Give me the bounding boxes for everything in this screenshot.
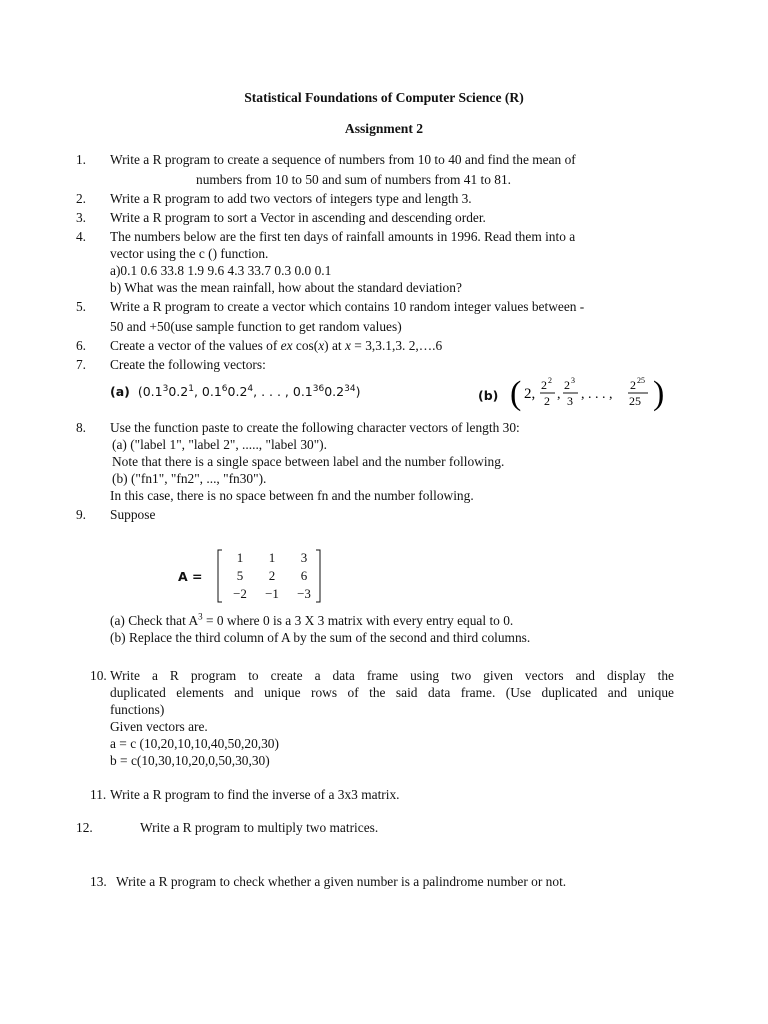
matrix-row: 5 2 6 (236, 568, 308, 583)
question-number: 9. (75, 507, 86, 522)
svg-text:, . . . ,: , . . . , (581, 387, 613, 402)
question-number: 4. (75, 229, 86, 244)
formula-a-label: (a) (110, 384, 130, 399)
question-text: Write a R program to sort a Vector in ascending and descending order. (110, 210, 486, 225)
question-number: 8. (75, 420, 86, 435)
question-number: 3. (75, 210, 86, 225)
question-number: 13. (90, 874, 107, 889)
question-text: Write a R program to create a sequence of numbers from 10 to 40 and find the mean of numbers from 10 to 50 and sum of numbers from 41 to 81. (110, 152, 576, 187)
vector-formula-a (110, 383, 360, 400)
svg-text:3: 3 (567, 394, 573, 408)
question-text: Suppose (110, 507, 156, 522)
question-text: Write a R program to check whether a given number is a palindrome number or not. (116, 874, 567, 889)
part-b: (b) Replace the third column of A by the sum of the second and third columns. (110, 630, 531, 645)
svg-text:2: 2 (564, 378, 570, 392)
question-text: Write a R program to find the inverse of a 3x3 matrix. (110, 787, 400, 802)
question-text: The numbers below are the first ten days of rainfall amounts in 1996. Read them into a vector using the c () function. a)0.1 0.6 33.8 1.9 9.6 4.3 33.7 0.3 0.0 0.1 b) What was the mean rainfall, how about the standard deviation? (110, 229, 576, 295)
svg-text:(: ( (510, 375, 522, 412)
matrix-a (176, 548, 336, 604)
question-text: Use the function paste to create the following character vectors of length 30: (a) ("label 1", "label 2", ....., "label 30"). Note that there is a single space between label and the number following. (b) ("fn1", "fn2", ..., "fn30"). In this case, there is no space between fn and the number following. (110, 420, 520, 503)
question-text: Write a R program to add two vectors of integers type and length 3. (110, 191, 472, 206)
svg-text:2: 2 (548, 376, 552, 385)
svg-text:2: 2 (541, 378, 547, 392)
question-number: 5. (75, 299, 86, 314)
assignment-title: Assignment 2 (344, 121, 424, 136)
formula-b-expression (508, 372, 678, 412)
question-9-parts (110, 612, 690, 646)
svg-text:): ) (653, 375, 665, 412)
question-text: Write a R program to create a vector which contains 10 random integer values between - 50 and +50(use sample function to get random values) (110, 299, 585, 334)
question-number: 12. (76, 820, 93, 835)
svg-text:25: 25 (629, 394, 641, 408)
svg-text:2: 2 (544, 394, 550, 408)
matrix-label: A = (178, 569, 203, 584)
question-text: Write a R program to create a data frame using two given vectors and display the duplicated elements and unique rows of the said data frame. (Use duplicated and unique functions) Given vectors are. a = c (10,20,10,10,40,50,20,30) b = c(10,30,10,20,0,50,30,30) (110, 668, 674, 768)
question-number: 6. (75, 338, 86, 353)
formula-a-expression: ($0.1^30.2^1$, $0.1^60.2^4$, . . . , $0.1^{36}0.2^{34}$) (133, 383, 361, 399)
matrix-row: 1 1 3 (236, 550, 308, 565)
question-number: 11. (90, 787, 107, 802)
question-number: 1. (75, 152, 86, 167)
formula-b-label: (b) (478, 388, 499, 403)
svg-text:3: 3 (571, 376, 575, 385)
svg-text:25: 25 (637, 376, 645, 385)
vector-formula-b (478, 372, 678, 412)
svg-text:2,: 2, (524, 386, 536, 402)
course-title: Statistical Foundations of Computer Science (R) (244, 90, 524, 105)
question-number: 7. (75, 357, 86, 372)
svg-text:,: , (557, 387, 561, 402)
matrix-row: −2 −1 −3 (233, 586, 311, 601)
question-text: Create the following vectors: (110, 357, 266, 372)
question-number: 10. (90, 668, 107, 683)
question-text: Create a vector of the values of ex cos(x) at x = 3,3.1,3. 2,….6 (110, 338, 443, 353)
part-a: (a) Check that $A^3 = 0$ where 0 is a 3 X 3 matrix with every entry equal to 0. (110, 611, 514, 628)
svg-text:2: 2 (630, 378, 636, 392)
question-text: Write a R program to multiply two matrices. (140, 820, 379, 835)
question-number: 2. (75, 191, 86, 206)
